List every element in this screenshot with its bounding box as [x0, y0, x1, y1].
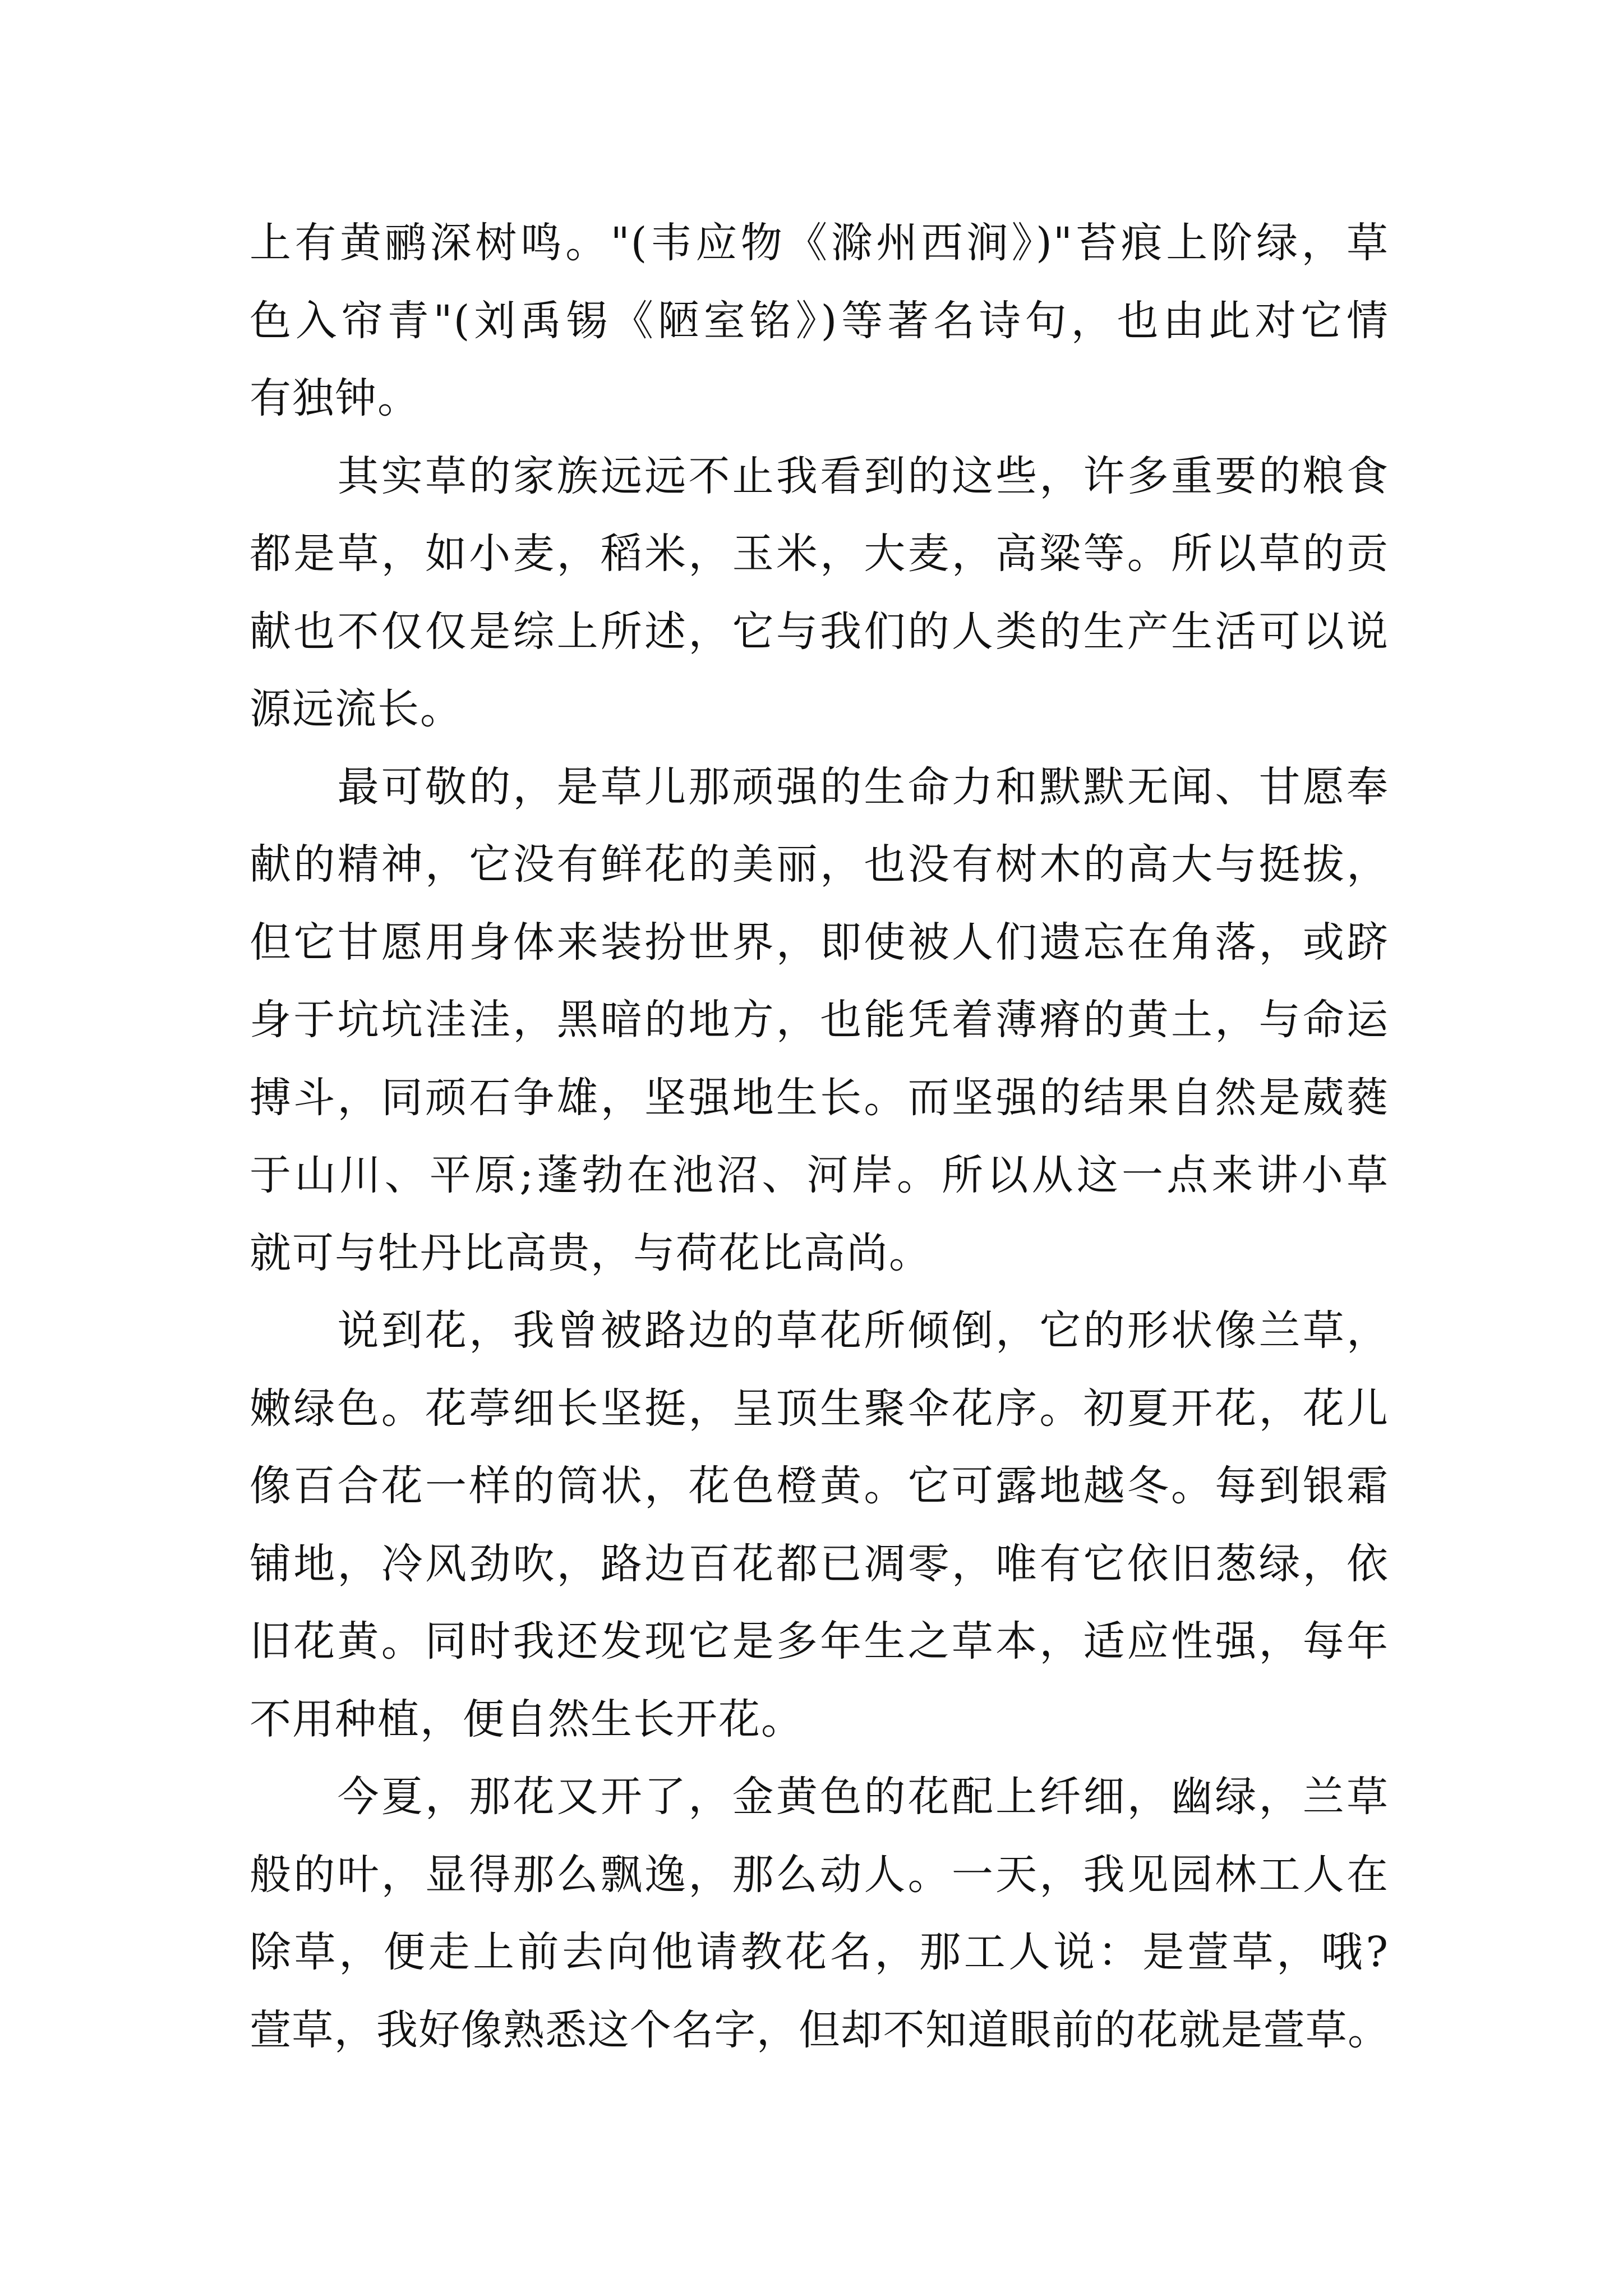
text-line: 献的精神，它没有鲜花的美丽，也没有树木的高大与挺拔，: [250, 840, 1389, 889]
text-line: 萱草，我好像熟悉这个名字，但却不知道眼前的花就是萱草。: [250, 2005, 1389, 2054]
text-line: 搏斗，同顽石争雄，坚强地生长。而坚强的结果自然是葳蕤: [250, 1073, 1389, 1122]
text-line: 铺地，冷风劲吹，路边百花都已凋零，唯有它依旧葱绿，依: [250, 1539, 1389, 1588]
text-line: 最可敬的，是草儿那顽强的生命力和默默无闻、甘愿奉: [250, 762, 1389, 811]
text-line: 献也不仅仅是综上所述，它与我们的人类的生产生活可以说: [250, 607, 1389, 656]
text-line: 像百合花一样的筒状，花色橙黄。它可露地越冬。每到银霜: [250, 1462, 1389, 1510]
text-line: 今夏，那花又开了，金黄色的花配上纤细，幽绿，兰草: [250, 1773, 1389, 1821]
text-line: 其实草的家族远远不止我看到的这些，许多重要的粮食: [250, 452, 1389, 500]
text-line: 但它甘愿用身体来装扮世界，即使被人们遗忘在角落，或跻: [250, 918, 1389, 967]
body-text: [250, 204, 1389, 2069]
text-line: 不用种植，便自然生长开花。: [250, 1695, 804, 1743]
text-line: 上有黄鹂深树鸣。"(韦应物《滁州西涧》)"苔痕上阶绿，草: [250, 219, 1389, 267]
text-line: 于山川、平原;蓬勃在池沼、河岸。所以从这一点来讲小草: [250, 1151, 1389, 1199]
text-line: 除草，便走上前去向他请教花名，那工人说：是萱草，哦?: [250, 1928, 1389, 1976]
text-line: 色入帘青"(刘禹锡《陋室铭》)等著名诗句，也由此对它情: [250, 296, 1389, 345]
text-line: 说到花，我曾被路边的草花所倾倒，它的形状像兰草，: [250, 1306, 1389, 1355]
text-line: 身于坑坑洼洼，黑暗的地方，也能凭着薄瘠的黄土，与命运: [250, 996, 1389, 1044]
text-line: 嫩绿色。花葶细长坚挺，呈顶生聚伞花序。初夏开花，花儿: [250, 1384, 1389, 1433]
text-line: 就可与牡丹比高贵，与荷花比高尚。: [250, 1228, 932, 1277]
text-line: 源远流长。: [250, 685, 463, 733]
text-line: 般的叶，显得那么飘逸，那么动人。一天，我见园林工人在: [250, 1850, 1389, 1899]
text-line: 都是草，如小麦，稻米，玉米，大麦，高粱等。所以草的贡: [250, 530, 1389, 578]
text-line: 有独钟。: [250, 374, 420, 422]
text-line: 旧花黄。同时我还发现它是多年生之草本，适应性强，每年: [250, 1617, 1389, 1665]
